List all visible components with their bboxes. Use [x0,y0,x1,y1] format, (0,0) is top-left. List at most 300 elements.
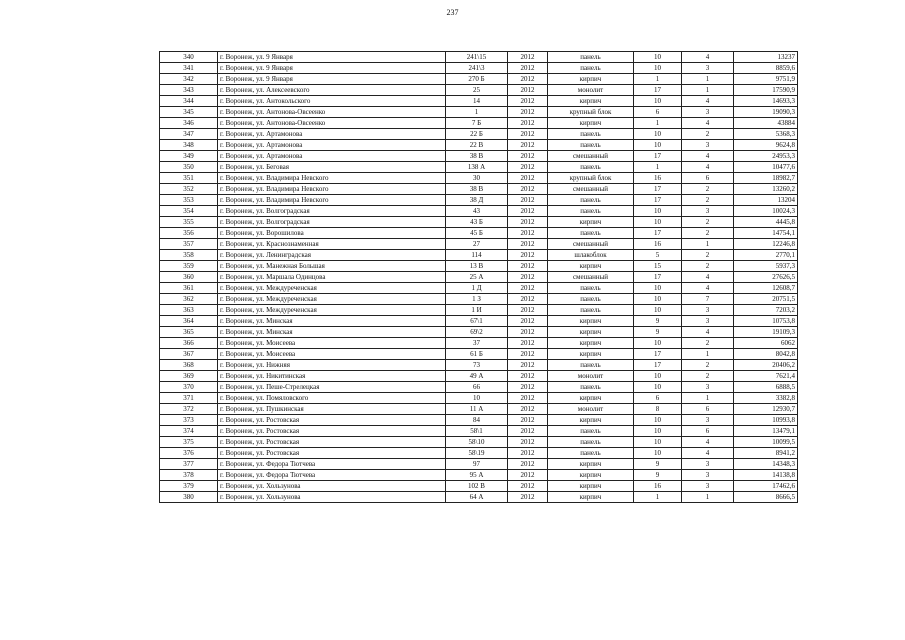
address-cell: г. Воронеж, ул. Федора Тютчева [218,459,446,470]
table-row [160,448,798,459]
area-cell: 19109,3 [734,327,798,338]
area-cell: 24953,3 [734,151,798,162]
year-cell: 2012 [508,129,548,140]
floors-cell: 15 [634,261,682,272]
row-number: 362 [160,294,218,305]
floors-cell: 10 [634,426,682,437]
area-cell: 19090,3 [734,107,798,118]
floors-cell: 17 [634,184,682,195]
year-cell: 2012 [508,415,548,426]
row-number: 354 [160,206,218,217]
area-cell: 7621,4 [734,371,798,382]
wall-material-cell: кирпич [548,459,634,470]
floors-cell: 10 [634,52,682,63]
address-cell: г. Воронеж, ул. Междуреченская [218,283,446,294]
table-row [160,382,798,393]
floors-cell: 17 [634,151,682,162]
wall-material-cell: панель [548,448,634,459]
wall-material-cell: панель [548,140,634,151]
table-row [160,393,798,404]
address-cell: г. Воронеж, ул. 9 Января [218,63,446,74]
house-number-cell: 30 [446,173,508,184]
house-number-cell: 43 [446,206,508,217]
row-number: 376 [160,448,218,459]
area-cell: 10099,5 [734,437,798,448]
floors-cell: 16 [634,173,682,184]
area-cell: 10477,6 [734,162,798,173]
wall-material-cell: кирпич [548,338,634,349]
entrances-cell: 3 [682,470,734,481]
floors-cell: 10 [634,448,682,459]
house-number-cell: 7 Б [446,118,508,129]
house-number-cell: 38 Д [446,195,508,206]
floors-cell: 10 [634,206,682,217]
table-row [160,162,798,173]
address-cell: г. Воронеж, ул. Владимира Невского [218,173,446,184]
row-number: 369 [160,371,218,382]
table-row [160,338,798,349]
wall-material-cell: монолит [548,371,634,382]
entrances-cell: 3 [682,382,734,393]
address-cell: г. Воронеж, ул. Ленинградская [218,250,446,261]
entrances-cell: 3 [682,63,734,74]
row-number: 363 [160,305,218,316]
row-number: 374 [160,426,218,437]
entrances-cell: 2 [682,217,734,228]
floors-cell: 17 [634,360,682,371]
row-number: 355 [160,217,218,228]
entrances-cell: 4 [682,96,734,107]
floors-cell: 10 [634,96,682,107]
year-cell: 2012 [508,272,548,283]
year-cell: 2012 [508,206,548,217]
address-cell: г. Воронеж, ул. Ростовская [218,448,446,459]
table-row [160,316,798,327]
table-row [160,283,798,294]
house-number-cell: 69\2 [446,327,508,338]
house-number-cell: 13 В [446,261,508,272]
year-cell: 2012 [508,151,548,162]
entrances-cell: 2 [682,184,734,195]
entrances-cell: 3 [682,459,734,470]
row-number: 359 [160,261,218,272]
table-row [160,52,798,63]
entrances-cell: 2 [682,261,734,272]
wall-material-cell: панель [548,129,634,140]
row-number: 347 [160,129,218,140]
floors-cell: 1 [634,492,682,503]
area-cell: 6062 [734,338,798,349]
row-number: 341 [160,63,218,74]
wall-material-cell: кирпич [548,470,634,481]
address-cell: г. Воронеж, ул. Ростовская [218,415,446,426]
address-cell: г. Воронеж, ул. Минская [218,316,446,327]
address-cell: г. Воронеж, ул. Помяловского [218,393,446,404]
table-row [160,85,798,96]
wall-material-cell: кирпич [548,74,634,85]
address-cell: г. Воронеж, ул. Волгоградская [218,206,446,217]
table-row [160,349,798,360]
floors-cell: 10 [634,217,682,228]
house-number-cell: 22 В [446,140,508,151]
floors-cell: 9 [634,327,682,338]
table-row [160,74,798,85]
year-cell: 2012 [508,371,548,382]
wall-material-cell: кирпич [548,118,634,129]
year-cell: 2012 [508,228,548,239]
floors-cell: 5 [634,250,682,261]
address-cell: г. Воронеж, ул. Хользунова [218,492,446,503]
wall-material-cell: шлакоблок [548,250,634,261]
year-cell: 2012 [508,294,548,305]
wall-material-cell: панель [548,52,634,63]
house-number-cell: 241\3 [446,63,508,74]
wall-material-cell: кирпич [548,349,634,360]
area-cell: 20751,5 [734,294,798,305]
house-number-cell: 97 [446,459,508,470]
address-cell: г. Воронеж, ул. 9 Января [218,52,446,63]
table-row [160,195,798,206]
table-row [160,470,798,481]
floors-cell: 16 [634,481,682,492]
row-number: 377 [160,459,218,470]
floors-cell: 1 [634,162,682,173]
house-number-cell: 37 [446,338,508,349]
entrances-cell: 2 [682,250,734,261]
address-cell: г. Воронеж, ул. 9 Января [218,74,446,85]
area-cell: 4445,8 [734,217,798,228]
wall-material-cell: панель [548,294,634,305]
wall-material-cell: панель [548,305,634,316]
address-cell: г. Воронеж, ул. Моисеева [218,349,446,360]
house-number-cell: 25 А [446,272,508,283]
area-cell: 20406,2 [734,360,798,371]
entrances-cell: 4 [682,283,734,294]
year-cell: 2012 [508,382,548,393]
entrances-cell: 2 [682,360,734,371]
address-cell: г. Воронеж, ул. Пушкинская [218,404,446,415]
year-cell: 2012 [508,162,548,173]
housing-registry-table [159,51,798,503]
floors-cell: 9 [634,459,682,470]
address-cell: г. Воронеж, ул. Ростовская [218,426,446,437]
house-number-cell: 14 [446,96,508,107]
address-cell: г. Воронеж, ул. Краснознаменная [218,239,446,250]
year-cell: 2012 [508,305,548,316]
wall-material-cell: панель [548,426,634,437]
year-cell: 2012 [508,437,548,448]
wall-material-cell: кирпич [548,327,634,338]
table-row [160,481,798,492]
house-number-cell: 49 А [446,371,508,382]
wall-material-cell: панель [548,228,634,239]
address-cell: г. Воронеж, ул. Антонова-Овсеенко [218,107,446,118]
address-cell: г. Воронеж, ул. Владимира Невского [218,195,446,206]
area-cell: 5937,3 [734,261,798,272]
floors-cell: 9 [634,470,682,481]
area-cell: 13479,1 [734,426,798,437]
row-number: 364 [160,316,218,327]
floors-cell: 17 [634,349,682,360]
floors-cell: 6 [634,107,682,118]
year-cell: 2012 [508,52,548,63]
row-number: 378 [160,470,218,481]
entrances-cell: 4 [682,437,734,448]
wall-material-cell: кирпич [548,261,634,272]
row-number: 350 [160,162,218,173]
floors-cell: 1 [634,118,682,129]
address-cell: г. Воронеж, ул. Беговая [218,162,446,173]
wall-material-cell: кирпич [548,217,634,228]
house-number-cell: 102 В [446,481,508,492]
area-cell: 27626,5 [734,272,798,283]
wall-material-cell: монолит [548,85,634,96]
entrances-cell: 4 [682,162,734,173]
area-cell: 5368,3 [734,129,798,140]
house-number-cell: 73 [446,360,508,371]
wall-material-cell: кирпич [548,96,634,107]
address-cell: г. Воронеж, ул. Волгоградская [218,217,446,228]
entrances-cell: 3 [682,316,734,327]
wall-material-cell: смешанный [548,151,634,162]
wall-material-cell: панель [548,162,634,173]
year-cell: 2012 [508,96,548,107]
row-number: 375 [160,437,218,448]
year-cell: 2012 [508,283,548,294]
address-cell: г. Воронеж, ул. Артамонова [218,140,446,151]
area-cell: 14693,3 [734,96,798,107]
floors-cell: 17 [634,228,682,239]
wall-material-cell: кирпич [548,481,634,492]
year-cell: 2012 [508,470,548,481]
area-cell: 8042,8 [734,349,798,360]
wall-material-cell: панель [548,283,634,294]
entrances-cell: 1 [682,393,734,404]
year-cell: 2012 [508,118,548,129]
year-cell: 2012 [508,349,548,360]
row-number: 366 [160,338,218,349]
row-number: 351 [160,173,218,184]
row-number: 342 [160,74,218,85]
entrances-cell: 1 [682,492,734,503]
entrances-cell: 6 [682,426,734,437]
house-number-cell: 38 В [446,151,508,162]
wall-material-cell: панель [548,63,634,74]
year-cell: 2012 [508,426,548,437]
address-cell: г. Воронеж, ул. Нижняя [218,360,446,371]
wall-material-cell: крупный блок [548,107,634,118]
area-cell: 9751,9 [734,74,798,85]
year-cell: 2012 [508,74,548,85]
entrances-cell: 2 [682,338,734,349]
table-row [160,371,798,382]
row-number: 356 [160,228,218,239]
entrances-cell: 6 [682,404,734,415]
table-row [160,140,798,151]
floors-cell: 10 [634,140,682,151]
entrances-cell: 3 [682,107,734,118]
area-cell: 14754,1 [734,228,798,239]
table-row [160,437,798,448]
address-cell: г. Воронеж, ул. Манежная Большая [218,261,446,272]
area-cell: 17462,6 [734,481,798,492]
floors-cell: 10 [634,382,682,393]
table-row [160,239,798,250]
floors-cell: 16 [634,239,682,250]
year-cell: 2012 [508,239,548,250]
wall-material-cell: панель [548,437,634,448]
area-cell: 10753,8 [734,316,798,327]
table-row [160,118,798,129]
house-number-cell: 61 Б [446,349,508,360]
house-number-cell: 58\19 [446,448,508,459]
address-cell: г. Воронеж, ул. Алексеевского [218,85,446,96]
house-number-cell: 43 Б [446,217,508,228]
floors-cell: 10 [634,338,682,349]
address-cell: г. Воронеж, ул. Хользунова [218,481,446,492]
area-cell: 18982,7 [734,173,798,184]
house-number-cell: 84 [446,415,508,426]
entrances-cell: 2 [682,228,734,239]
year-cell: 2012 [508,85,548,96]
table-row [160,228,798,239]
house-number-cell: 25 [446,85,508,96]
row-number: 349 [160,151,218,162]
address-cell: г. Воронеж, ул. Артамонова [218,129,446,140]
address-cell: г. Воронеж, ул. Междуреченская [218,294,446,305]
row-number: 361 [160,283,218,294]
row-number: 371 [160,393,218,404]
row-number: 340 [160,52,218,63]
house-number-cell: 1 [446,107,508,118]
house-number-cell: 27 [446,239,508,250]
table-row [160,261,798,272]
entrances-cell: 2 [682,195,734,206]
table-row [160,459,798,470]
wall-material-cell: кирпич [548,393,634,404]
floors-cell: 10 [634,63,682,74]
floors-cell: 10 [634,415,682,426]
table-row [160,305,798,316]
year-cell: 2012 [508,195,548,206]
area-cell: 14138,8 [734,470,798,481]
table-row [160,294,798,305]
area-cell: 13260,2 [734,184,798,195]
year-cell: 2012 [508,173,548,184]
year-cell: 2012 [508,393,548,404]
entrances-cell: 4 [682,52,734,63]
house-number-cell: 1 Д [446,283,508,294]
floors-cell: 10 [634,283,682,294]
entrances-cell: 2 [682,371,734,382]
wall-material-cell: панель [548,382,634,393]
row-number: 346 [160,118,218,129]
row-number: 379 [160,481,218,492]
table-row [160,250,798,261]
house-number-cell: 95 А [446,470,508,481]
year-cell: 2012 [508,217,548,228]
row-number: 370 [160,382,218,393]
entrances-cell: 1 [682,239,734,250]
area-cell: 12608,7 [734,283,798,294]
table-row [160,272,798,283]
table-row [160,184,798,195]
table-row [160,327,798,338]
house-number-cell: 67\1 [446,316,508,327]
house-number-cell: 45 Б [446,228,508,239]
table-row [160,63,798,74]
area-cell: 9624,8 [734,140,798,151]
address-cell: г. Воронеж, ул. Минская [218,327,446,338]
table-row [160,404,798,415]
address-cell: г. Воронеж, ул. Антонова-Овсеенко [218,118,446,129]
year-cell: 2012 [508,63,548,74]
row-number: 373 [160,415,218,426]
area-cell: 12246,8 [734,239,798,250]
address-cell: г. Воронеж, ул. Федора Тютчева [218,470,446,481]
row-number: 343 [160,85,218,96]
row-number: 344 [160,96,218,107]
area-cell: 6888,5 [734,382,798,393]
area-cell: 14348,3 [734,459,798,470]
area-cell: 7203,2 [734,305,798,316]
table-row [160,107,798,118]
house-number-cell: 22 Б [446,129,508,140]
row-number: 380 [160,492,218,503]
entrances-cell: 1 [682,85,734,96]
area-cell: 12930,7 [734,404,798,415]
table-row [160,129,798,140]
row-number: 357 [160,239,218,250]
year-cell: 2012 [508,360,548,371]
area-cell: 10024,3 [734,206,798,217]
house-number-cell: 1 И [446,305,508,316]
wall-material-cell: кирпич [548,492,634,503]
house-number-cell: 64 А [446,492,508,503]
table-row [160,206,798,217]
area-cell: 43884 [734,118,798,129]
address-cell: г. Воронеж, ул. Никитинская [218,371,446,382]
wall-material-cell: монолит [548,404,634,415]
table-row [160,360,798,371]
row-number: 360 [160,272,218,283]
row-number: 352 [160,184,218,195]
year-cell: 2012 [508,327,548,338]
year-cell: 2012 [508,492,548,503]
floors-cell: 9 [634,316,682,327]
floors-cell: 10 [634,437,682,448]
year-cell: 2012 [508,338,548,349]
year-cell: 2012 [508,140,548,151]
entrances-cell: 3 [682,206,734,217]
wall-material-cell: крупный блок [548,173,634,184]
house-number-cell: 11 А [446,404,508,415]
house-number-cell: 38 В [446,184,508,195]
house-number-cell: 1 З [446,294,508,305]
table-row [160,492,798,503]
address-cell: г. Воронеж, ул. Ростовская [218,437,446,448]
floors-cell: 17 [634,85,682,96]
house-number-cell: 241\15 [446,52,508,63]
row-number: 358 [160,250,218,261]
entrances-cell: 3 [682,140,734,151]
year-cell: 2012 [508,261,548,272]
floors-cell: 17 [634,195,682,206]
area-cell: 8859,6 [734,63,798,74]
floors-cell: 10 [634,305,682,316]
row-number: 367 [160,349,218,360]
address-cell: г. Воронеж, ул. Владимира Невского [218,184,446,195]
